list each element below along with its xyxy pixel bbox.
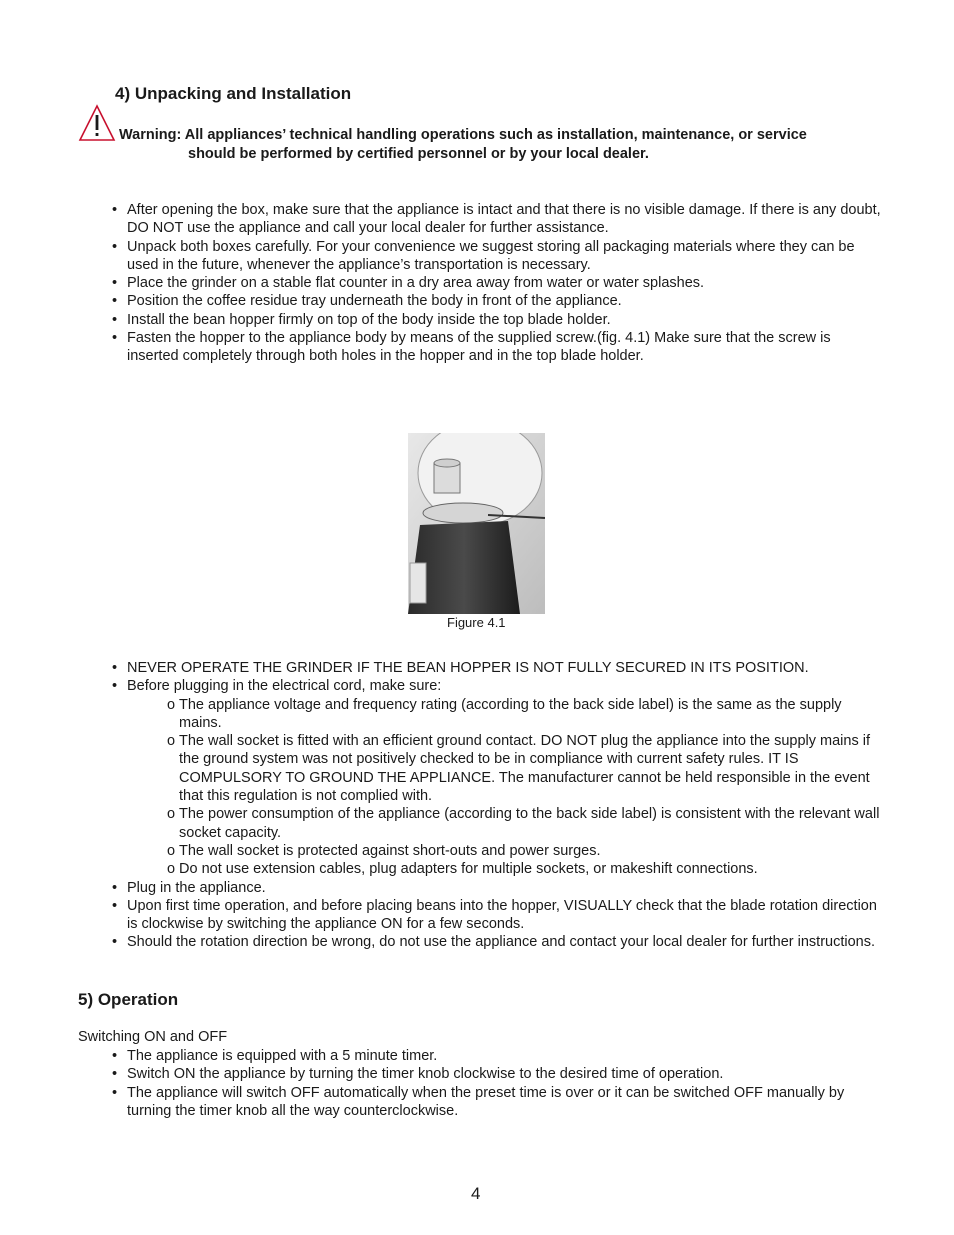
list-item: • Position the coffee residue tray underneath the body in front of the appliance.	[112, 293, 622, 310]
section-5-subtitle: Switching ON and OFF	[78, 1029, 228, 1045]
list-item: • NEVER OPERATE THE GRINDER IF THE BEAN HOPPER IS NOT FULLY SECURED IN ITS POSITION.	[112, 660, 809, 676]
page-number: 4	[471, 1184, 481, 1203]
grinder-photo-illustration	[408, 433, 545, 614]
electrical-checklist	[167, 696, 882, 879]
figure-caption: Figure 4.1	[447, 615, 506, 630]
section-4-title: 4) Unpacking and Installation	[115, 84, 352, 103]
section-5-title: 5) Operation	[78, 990, 179, 1009]
list-item: o Do not use extension cables, plug adapters for multiple sockets, or makeshift connections.	[167, 861, 758, 878]
list-item: o The wall socket is protected against short-outs and power surges.	[167, 842, 601, 859]
operation-bullet-list	[112, 1047, 882, 1120]
list-item: • Should the rotation direction be wrong, do not use the appliance and contact your local dealer for further instructions.	[112, 934, 876, 951]
warning-text-line1: Warning: All appliances’ technical handling operations such as installation, maintenance, or service	[119, 127, 807, 143]
list-item: • Plug in the appliance.	[112, 879, 266, 896]
list-item: • The appliance is equipped with a 5 minute timer.	[112, 1048, 438, 1064]
warning-triangle-icon	[78, 104, 116, 142]
list-item: • The appliance will switch OFF automatically when the preset time is over or it can be switched OFF manually by turning the timer knob all the way counterclockwise.	[112, 1084, 845, 1119]
list-item: o The power consumption of the appliance (according to the back side label) is consistent with the relevant wall socket capacity.	[167, 806, 880, 841]
warning-text-line2: should be performed by certified personnel or by your local dealer.	[188, 146, 649, 162]
list-item: o The wall socket is fitted with an efficient ground contact. DO NOT plug the appliance into the supply mains if the ground system was not positively checked to be in compliance with current safety rules. IT IS COMPULSORY TO GROUND THE APPLIANCE. The manufacturer cannot be held responsible in the event that this regulation is not complied with.	[167, 733, 870, 805]
list-item: • Upon first time operation, and before placing beans into the hopper, VISUALLY check that the blade rotation direction is clockwise by switching the appliance ON for a few seconds.	[112, 897, 877, 933]
installation-bullet-list	[112, 201, 882, 366]
list-item: • Before plugging in the electrical cord, make sure: o The appliance voltage and frequency rating (according to the back side label) is the same as the supply mains. o The wall socket is fitted with an efficient ground contact. DO NOT plug the appliance into the supply mains if the ground system was not positively checked to be in compliance with current safety rules. IT IS COMPULSORY TO GROUND THE APPLIANCE. The manufacturer cannot be held responsible in the event that this regulation is not complied with. o The power consumption of the appliance (according to the back side label) is consistent with the relevant wall socket capacity. o The wall socket is protected against short-outs and power surges. o Do not use extension cables, plug adapters for multiple sockets, or makeshift connections.	[112, 677, 882, 878]
list-item: • Place the grinder on a stable flat counter in a dry area away from water or water splashes.	[112, 275, 705, 292]
list-item: • Unpack both boxes carefully. For your convenience we suggest storing all packaging materials where they can be used in the future, whenever the appliance’s transportation is necessary.	[112, 238, 855, 273]
list-item: • Switch ON the appliance by turning the timer knob clockwise to the desired time of operation.	[112, 1066, 724, 1083]
list-item: o The appliance voltage and frequency rating (according to the back side label) is the same as the supply mains.	[167, 696, 842, 731]
figure-grinder-photo	[408, 433, 545, 614]
safety-bullet-list	[112, 659, 882, 952]
list-item: • Fasten the hopper to the appliance body by means of the supplied screw.(fig. 4.1) Make sure that the screw is inserted completely through both holes in the hopper and in the top blade holder.	[112, 330, 831, 365]
list-item: • After opening the box, make sure that the appliance is intact and that there is no visible damage. If there is any doubt, DO NOT use the appliance and call your local dealer for further assistance.	[112, 202, 881, 237]
list-item: • Install the bean hopper firmly on top of the body inside the top blade holder.	[112, 311, 611, 328]
